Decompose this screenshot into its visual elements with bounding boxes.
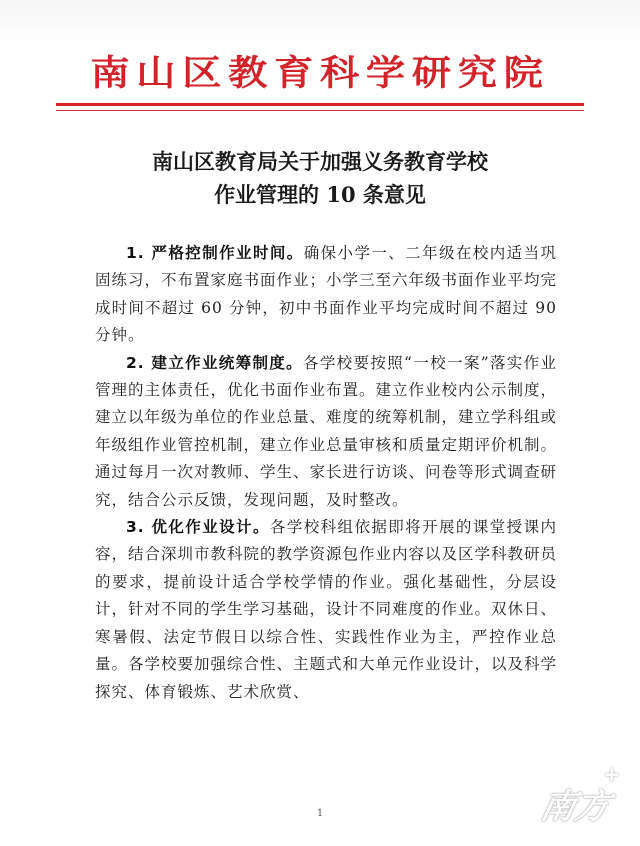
paragraph-heading: 3. 优化作业设计。 (126, 518, 270, 537)
paragraph-item-1 (95, 240, 557, 350)
letterhead-rule-thick (56, 103, 584, 106)
paragraph-item-2 (95, 350, 557, 514)
page-number: 1 (316, 808, 324, 819)
paragraph-heading: 1. 严格控制作业时间。 (126, 244, 304, 262)
paragraph-text: 各学校要按照“一校一案”落实作业管理的主体责任，优化书面作业布置。建立作业校内公示制度，建立以年级为单位的作业总量、难度的统筹机制，建立学科组或年级组作业管控机制，建立作业总量审核和质量定期评价机制。通过每月一次对教师、学生、家长进行访谈、问卷等形式调查研究，结合公示反馈，发现问题，及时整改。 (95, 353, 558, 509)
letterhead-org-name: 南山区教育科学研究院 (90, 53, 550, 94)
watermark-logo: 南方 (537, 787, 614, 827)
paragraph-item-3 (95, 514, 557, 706)
letterhead-rule-thin (56, 110, 584, 111)
watermark-plus-icon: + (603, 762, 620, 786)
paragraph-text: 各学校科组依据即将开展的课堂授课内容，结合深圳市教科院的教学资源包作业内容以及区学科教研员的要求，提前设计适合学校学情的作业。强化基础性，分层设计，针对不同的学生学习基础，设计不同难度的作业。双休日、寒暑假、法定节假日以综合性、实践性作业为主，严控作业总量。各学校要加强综合性、主题式和大单元作业设计，以及科学探究、体育锻炼、艺术欣赏、 (95, 518, 558, 701)
paragraph-text: 确保小学一、二年级在校内适当巩固练习，不布置家庭书面作业；小学三至六年级书面作业平均完成时间不超过 60 分钟，初中书面作业平均完成时间不超过 90 分钟。 (95, 244, 558, 345)
paragraph-heading: 2. 建立作业统筹制度。 (126, 353, 303, 372)
document-body (95, 240, 557, 706)
document-title-line-1: 南山区教育局关于加强义务教育学校 (152, 149, 488, 174)
document-title-line-2: 作业管理的 10 条意见 (214, 182, 426, 207)
